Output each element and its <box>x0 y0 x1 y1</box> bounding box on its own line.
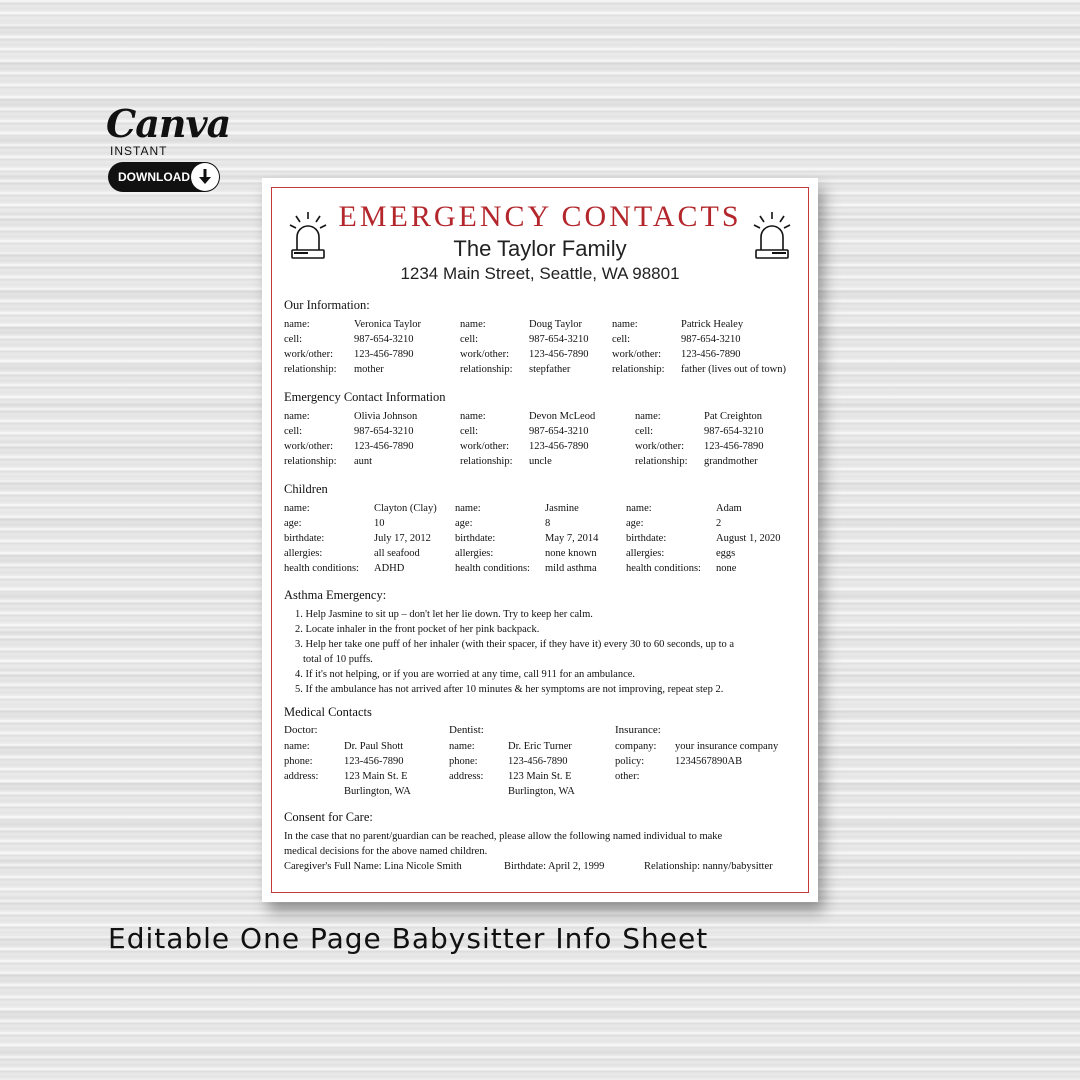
child-birthdate: May 7, 2014 <box>545 533 599 544</box>
our-info-person-3 <box>681 317 786 377</box>
person-cell: 987-654-3210 <box>354 334 414 345</box>
child-2 <box>545 501 598 561</box>
child-age: 2 <box>716 518 722 529</box>
label-health: health conditions: <box>455 563 530 574</box>
child-3-health: none <box>716 563 737 574</box>
caregiver-name: Caregiver's Full Name: Lina Nicole Smith <box>284 861 462 872</box>
label-relationship: relationship: <box>284 364 337 375</box>
label-birthdate: birthdate: <box>455 533 496 544</box>
label-cell: cell: <box>612 334 631 345</box>
label-work: work/other: <box>284 441 333 452</box>
child-name: Adam <box>716 503 742 514</box>
dentist-address-line1: 123 Main St. E <box>508 771 572 782</box>
our-info-person-2 <box>529 317 589 377</box>
label-relationship: relationship: <box>460 364 513 375</box>
doctor-phone: 123-456-7890 <box>344 756 404 767</box>
label-age: age: <box>626 518 644 529</box>
product-caption: Editable One Page Babysitter Info Sheet <box>108 922 709 955</box>
person-cell: 987-654-3210 <box>529 426 589 437</box>
canva-instant-download-badge <box>106 101 231 194</box>
label-other: other: <box>615 771 640 782</box>
consent-heading: Consent for Care: <box>284 810 373 824</box>
person-relationship: aunt <box>354 456 373 467</box>
child-1-health: ADHD <box>374 563 405 574</box>
asthma-step-continued: total of 10 puffs. <box>303 654 373 665</box>
person-cell: 987-654-3210 <box>529 334 589 345</box>
dentist-phone: 123-456-7890 <box>508 756 568 767</box>
asthma-step: 4. If it's not helping, or if you are worried at any time, call 911 for an ambulance. <box>295 669 636 680</box>
person-relationship: uncle <box>529 456 552 467</box>
label-address: address: <box>449 771 484 782</box>
children-heading: Children <box>284 482 328 496</box>
emergency-person-2 <box>529 409 595 469</box>
emergency-labels-2 <box>460 409 513 469</box>
doctor-address-line2: Burlington, WA <box>344 786 411 797</box>
child-allergies: none known <box>545 548 597 559</box>
family-name: The Taylor Family <box>453 236 627 261</box>
our-info-labels-2 <box>460 317 513 377</box>
label-name: name: <box>635 411 661 422</box>
our-info-labels-3 <box>612 317 665 377</box>
child-labels-1 <box>284 501 359 576</box>
consent-line: In the case that no parent/guardian can be reached, please allow the following named individual to make <box>284 831 723 842</box>
dentist-address-line2: Burlington, WA <box>508 786 575 797</box>
emergency-person-1 <box>354 409 417 469</box>
insurance-heading: Insurance: <box>615 724 661 736</box>
sheet-title: EMERGENCY CONTACTS <box>338 200 742 233</box>
label-work: work/other: <box>460 349 509 360</box>
emergency-labels-3 <box>635 409 688 469</box>
asthma-steps <box>295 607 734 697</box>
label-cell: cell: <box>460 426 479 437</box>
download-arrow-icon <box>191 163 219 191</box>
label-name: name: <box>460 411 486 422</box>
doctor-name: Dr. Paul Shott <box>344 741 404 752</box>
asthma-step: 2. Locate inhaler in the front pocket of her pink backpack. <box>295 624 540 635</box>
person-work: 123-456-7890 <box>354 441 414 452</box>
label-work: work/other: <box>635 441 684 452</box>
child-birthdate: July 17, 2012 <box>374 533 431 544</box>
label-name: name: <box>449 741 475 752</box>
person-relationship: father (lives out of town) <box>681 364 786 375</box>
download-pill <box>108 162 220 192</box>
person-work: 123-456-7890 <box>704 441 764 452</box>
person-name: Doug Taylor <box>529 319 583 330</box>
dentist-name: Dr. Eric Turner <box>508 741 572 752</box>
child-birthdate: August 1, 2020 <box>716 533 781 544</box>
insurance-company: your insurance company <box>675 741 779 752</box>
doctor-labels <box>284 739 318 784</box>
child-allergies: eggs <box>716 548 736 559</box>
asthma-step: 3. Help her take one puff of her inhaler (with their spacer, if they have it) every 30 to 60 seconds, up to a <box>295 639 735 650</box>
person-relationship: stepfather <box>529 364 571 375</box>
label-cell: cell: <box>284 426 303 437</box>
label-age: age: <box>284 518 302 529</box>
label-name: name: <box>626 503 652 514</box>
person-relationship: grandmother <box>704 456 758 467</box>
person-cell: 987-654-3210 <box>681 334 741 345</box>
label-allergies: allergies: <box>626 548 665 559</box>
person-relationship: mother <box>354 364 384 375</box>
emergency-contact-heading: Emergency Contact Information <box>284 390 446 404</box>
person-work: 123-456-7890 <box>529 441 589 452</box>
canva-logo: Canva <box>106 101 231 146</box>
child-labels-3 <box>626 501 701 576</box>
label-work: work/other: <box>284 349 333 360</box>
child-age: 10 <box>374 518 385 529</box>
child-3 <box>716 501 780 561</box>
label-allergies: allergies: <box>455 548 494 559</box>
person-cell: 987-654-3210 <box>354 426 414 437</box>
child-1 <box>374 501 437 561</box>
label-cell: cell: <box>460 334 479 345</box>
dentist-heading: Dentist: <box>449 724 484 736</box>
person-work: 123-456-7890 <box>681 349 741 360</box>
instant-label: INSTANT <box>110 144 168 158</box>
label-phone: phone: <box>284 756 313 767</box>
label-name: name: <box>284 741 310 752</box>
child-name: Jasmine <box>545 503 579 514</box>
child-name: Clayton (Clay) <box>374 503 437 514</box>
person-cell: 987-654-3210 <box>704 426 764 437</box>
label-health: health conditions: <box>626 563 701 574</box>
label-name: name: <box>612 319 638 330</box>
info-sheet <box>262 178 818 902</box>
label-name: name: <box>455 503 481 514</box>
label-relationship: relationship: <box>635 456 688 467</box>
label-birthdate: birthdate: <box>284 533 325 544</box>
label-name: name: <box>284 411 310 422</box>
label-birthdate: birthdate: <box>626 533 667 544</box>
asthma-step: 1. Help Jasmine to sit up – don't let her lie down. Try to keep her calm. <box>295 609 593 620</box>
emergency-labels-1 <box>284 409 337 469</box>
child-2-health: mild asthma <box>545 563 597 574</box>
caregiver-birthdate: Birthdate: April 2, 1999 <box>504 861 605 872</box>
person-name: Pat Creighton <box>704 411 763 422</box>
consent-text <box>284 829 722 859</box>
insurance-policy: 1234567890AB <box>675 756 743 767</box>
label-work: work/other: <box>612 349 661 360</box>
label-name: name: <box>284 503 310 514</box>
child-age: 8 <box>545 518 551 529</box>
label-policy: policy: <box>615 756 645 767</box>
child-allergies: all seafood <box>374 548 420 559</box>
person-work: 123-456-7890 <box>354 349 414 360</box>
person-name: Devon McLeod <box>529 411 596 422</box>
family-address: 1234 Main Street, Seattle, WA 98801 <box>400 264 680 283</box>
person-name: Patrick Healey <box>681 319 744 330</box>
child-labels-2 <box>455 501 530 576</box>
label-age: age: <box>455 518 473 529</box>
our-info-labels-1 <box>284 317 337 377</box>
label-work: work/other: <box>460 441 509 452</box>
doctor-address-line1: 123 Main St. E <box>344 771 408 782</box>
consent-line: medical decisions for the above named children. <box>284 846 488 857</box>
doctor-heading: Doctor: <box>284 724 318 736</box>
person-name: Veronica Taylor <box>354 319 422 330</box>
person-name: Olivia Johnson <box>354 411 418 422</box>
dentist-details <box>508 739 575 799</box>
doctor-details <box>344 739 411 799</box>
label-cell: cell: <box>284 334 303 345</box>
our-info-person-1 <box>354 317 421 377</box>
label-phone: phone: <box>449 756 478 767</box>
label-company: company: <box>615 741 657 752</box>
label-relationship: relationship: <box>460 456 513 467</box>
label-allergies: allergies: <box>284 548 323 559</box>
asthma-heading: Asthma Emergency: <box>284 588 387 602</box>
label-name: name: <box>460 319 486 330</box>
label-name: name: <box>284 319 310 330</box>
asthma-step: 5. If the ambulance has not arrived after 10 minutes & her symptoms are not improving, repeat step 2. <box>295 684 724 695</box>
label-cell: cell: <box>635 426 654 437</box>
label-health: health conditions: <box>284 563 359 574</box>
person-work: 123-456-7890 <box>529 349 589 360</box>
insurance-details <box>675 739 778 769</box>
our-information-heading: Our Information: <box>284 298 370 312</box>
label-relationship: relationship: <box>612 364 665 375</box>
medical-contacts-heading: Medical Contacts <box>284 705 372 719</box>
download-label: DOWNLOAD <box>118 170 190 184</box>
insurance-labels <box>615 739 656 784</box>
dentist-labels <box>449 739 483 784</box>
emergency-person-3 <box>704 409 764 469</box>
label-address: address: <box>284 771 319 782</box>
label-relationship: relationship: <box>284 456 337 467</box>
caregiver-relationship: Relationship: nanny/babysitter <box>644 861 773 872</box>
